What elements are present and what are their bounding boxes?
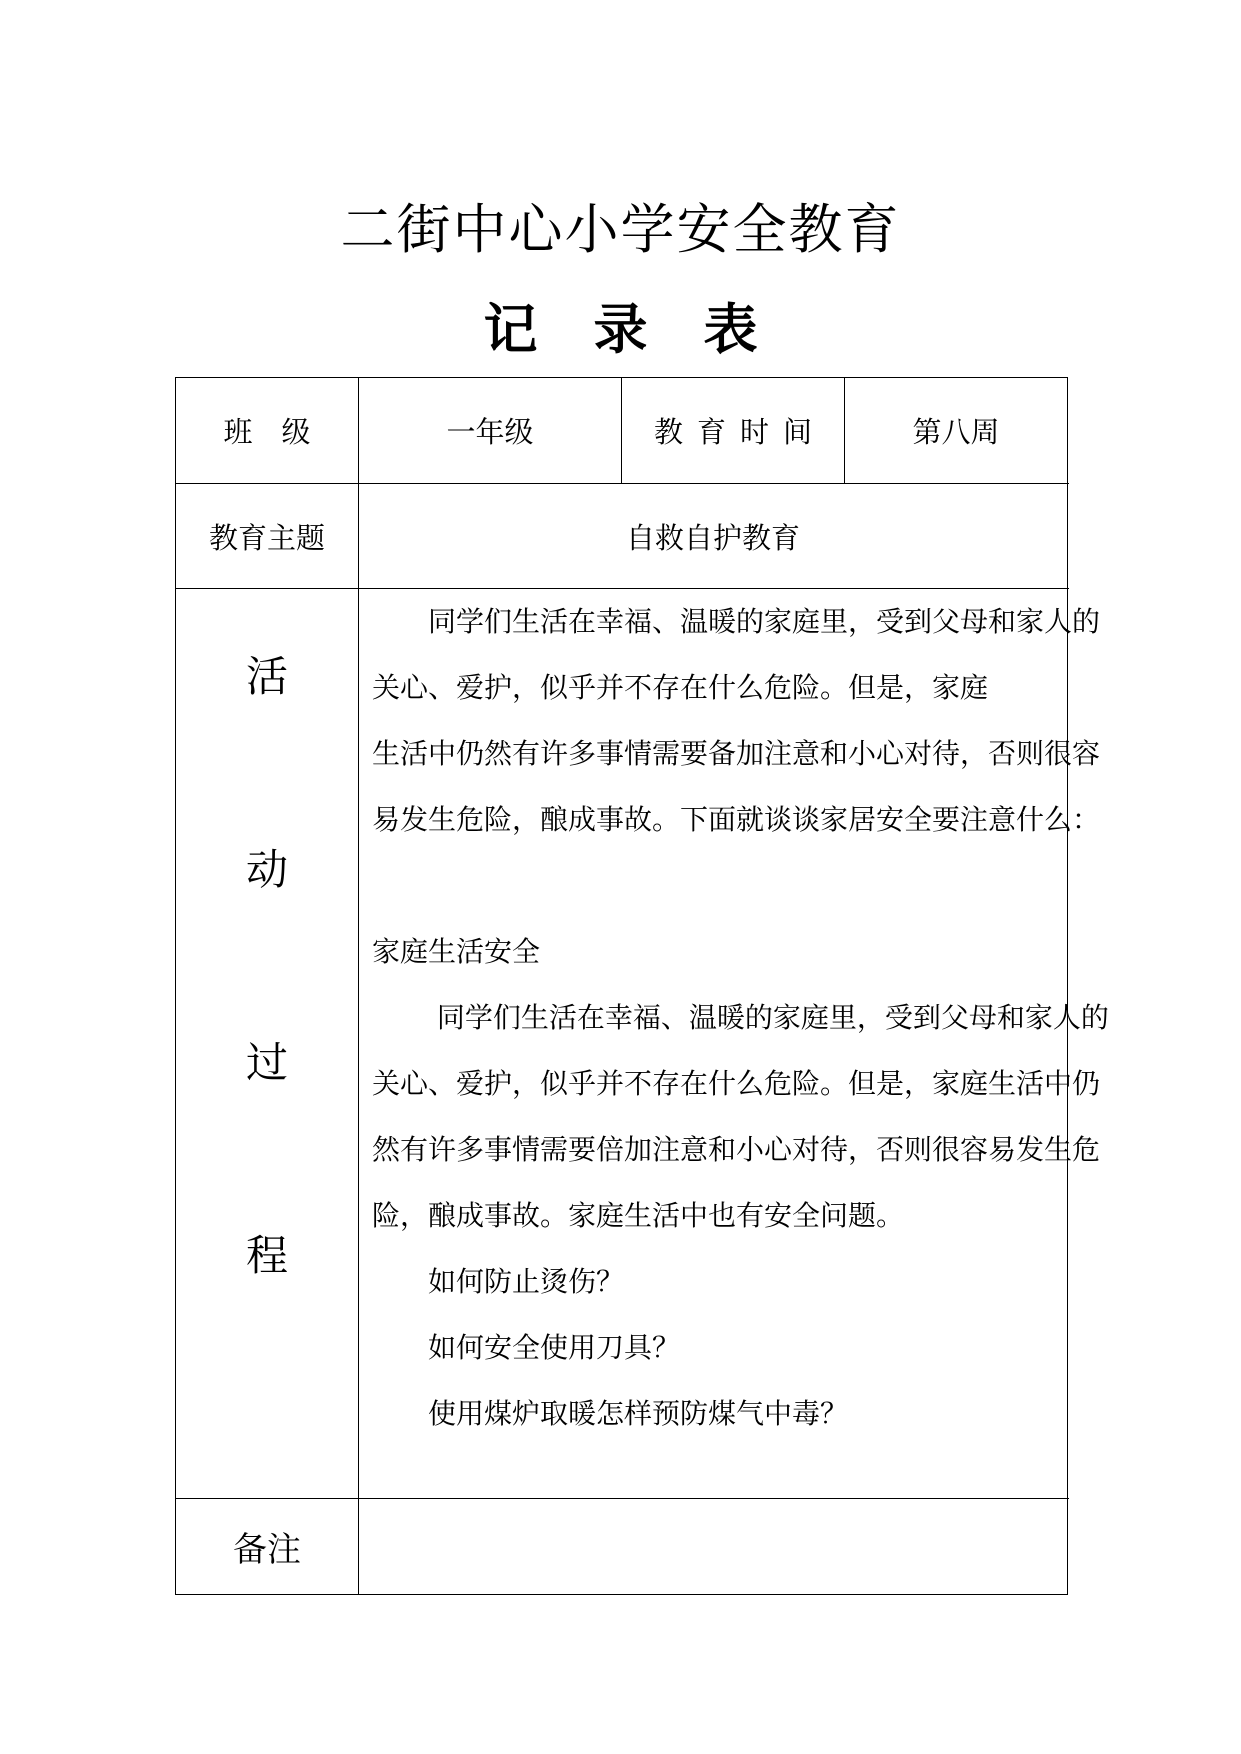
document-title: 二街中心小学安全教育 — [340, 198, 901, 261]
subtitle-char: 表 — [703, 297, 758, 361]
content-line: 关心、爱护，似乎并不存在什么危险。但是，家庭生活中仍 — [372, 1067, 1101, 1100]
class-value-cell — [359, 378, 621, 483]
content-line: 关心、爱护，似乎并不存在什么危险。但是，家庭 — [372, 671, 989, 704]
theme-label: 教育主题 — [208, 520, 325, 555]
theme-value: 自救自护教育 — [625, 520, 800, 555]
class-value: 一年级 — [446, 415, 534, 449]
theme-value-cell — [359, 484, 1067, 588]
remark-label: 备注 — [233, 1530, 301, 1570]
content-line: 如何防止烫伤？ — [372, 1265, 625, 1298]
class-label: 班 级 — [223, 415, 311, 449]
activity-row — [176, 589, 1109, 1498]
class-label-cell — [176, 378, 358, 483]
content-line: 生活中仍然有许多事情需要备加注意和小心对待，否则很容 — [372, 737, 1101, 770]
time-value: 第八周 — [912, 415, 1000, 449]
record-table — [175, 377, 1109, 1595]
content-line: 使用煤炉取暖怎样预防煤气中毒？ — [372, 1397, 849, 1430]
content-line: 同学们生活在幸福、温暖的家庭里，受到父母和家人的 — [372, 605, 1101, 638]
time-label: 教育时间 — [653, 415, 826, 449]
remark-label-cell — [176, 1499, 358, 1594]
activity-label-char: 程 — [245, 1231, 288, 1280]
activity-label-char: 动 — [245, 845, 288, 894]
content-line: 易发生危险，酿成事故。下面就谈谈家居安全要注意什么： — [372, 803, 1101, 836]
subtitle-char: 录 — [593, 297, 648, 361]
content-line — [372, 853, 1062, 919]
time-value-cell — [845, 378, 1067, 483]
activity-label-char: 活 — [245, 652, 288, 701]
theme-label-cell — [176, 484, 358, 588]
content-line: 然有许多事情需要倍加注意和小心对待，否则很容易发生危 — [372, 1133, 1101, 1166]
activity-content — [372, 589, 1109, 1447]
activity-label — [176, 589, 358, 1497]
content-line: 险，酿成事故。家庭生活中也有安全问题。 — [372, 1199, 905, 1232]
remark-value-cell — [359, 1499, 1067, 1594]
activity-label-char: 过 — [245, 1038, 288, 1087]
content-line: 同学们生活在幸福、温暖的家庭里，受到父母和家人的 — [372, 1001, 1109, 1034]
subtitle-char: 记 — [483, 297, 538, 361]
document-subtitle — [0, 294, 1241, 364]
time-label-cell — [622, 378, 844, 483]
content-line: 如何安全使用刀具？ — [372, 1331, 681, 1364]
content-line: 家庭生活安全 — [372, 935, 541, 968]
